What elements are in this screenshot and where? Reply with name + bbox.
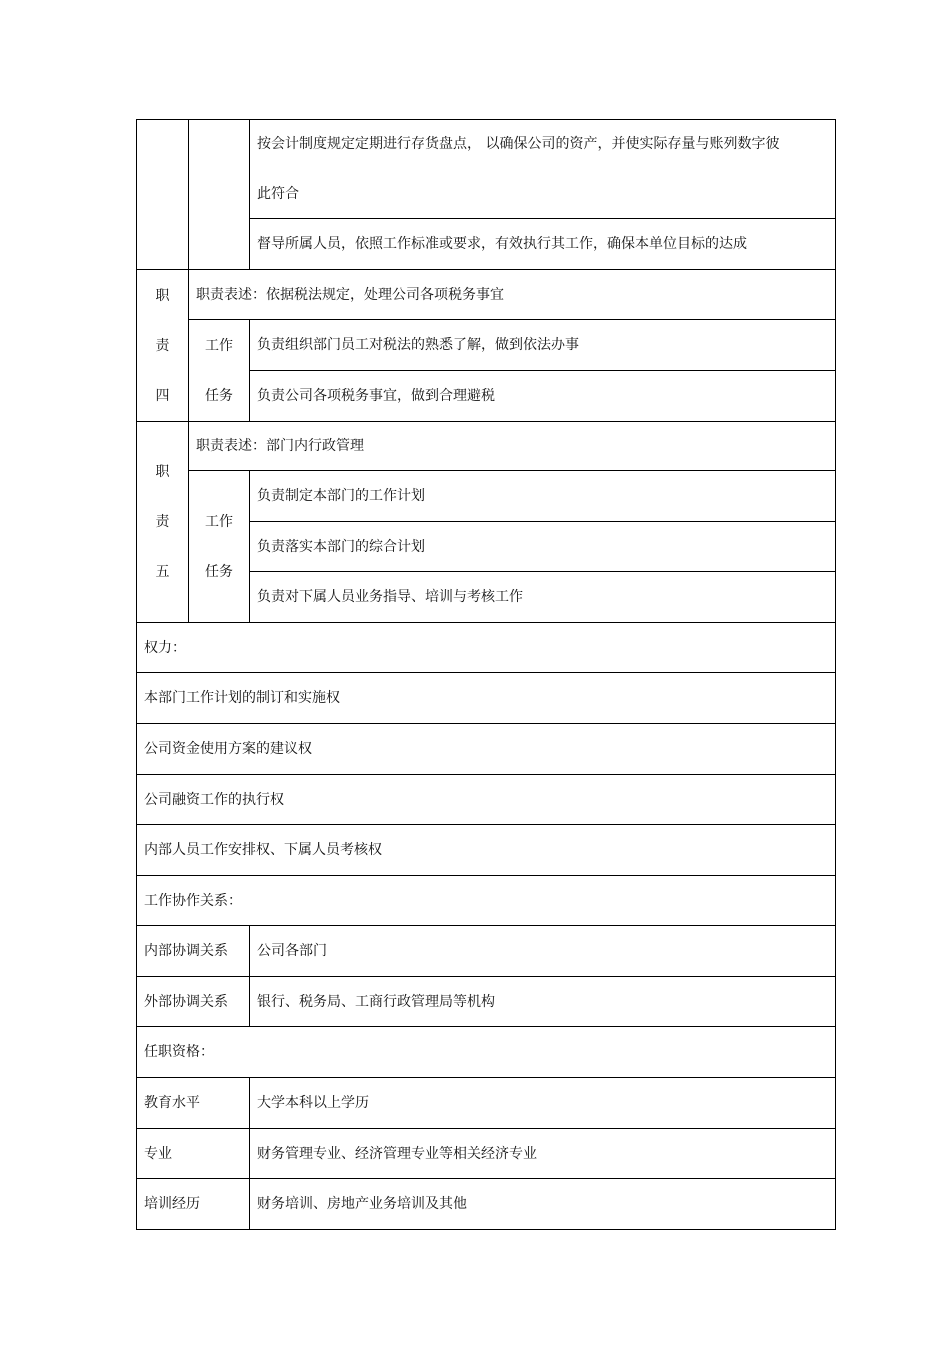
table-row [137, 926, 836, 977]
duty4-label: 职 责 四 [137, 270, 189, 422]
powers-heading: 权力： [137, 623, 836, 673]
task-cell: 负责制定本部门的工作计划 [250, 471, 836, 522]
table-row [137, 623, 836, 673]
qualification-value: 财务管理专业、经济管理专业等相关经济专业 [250, 1129, 836, 1179]
qualification-label: 教育水平 [137, 1078, 250, 1129]
qualifications-heading: 任职资格： [137, 1027, 836, 1078]
blank-cell [137, 120, 189, 270]
duty5-label: 职 责 五 [137, 422, 189, 623]
task-text-line-2: 此符合 [257, 186, 299, 202]
power-item: 本部门工作计划的制订和实施权 [137, 673, 836, 724]
table-row [137, 270, 836, 320]
table-row [137, 1078, 836, 1129]
duty4-description: 职责表述：依据税法规定，处理公司各项税务事宜 [189, 270, 836, 320]
duty5-task-label: 工作 任务 [189, 471, 250, 623]
table-row [137, 1129, 836, 1179]
power-item: 公司资金使用方案的建议权 [137, 724, 836, 775]
table-row [137, 1027, 836, 1078]
table-row [137, 422, 836, 471]
table-row [137, 724, 836, 775]
qualification-label: 培训经历 [137, 1179, 250, 1230]
table-row [137, 673, 836, 724]
table-row [137, 876, 836, 926]
table-row [137, 471, 836, 522]
relation-label: 外部协调关系 [137, 977, 250, 1027]
task-cell: 负责组织部门员工对税法的熟悉了解，做到依法办事 [250, 320, 836, 371]
qualification-label: 专业 [137, 1129, 250, 1179]
table-row [137, 320, 836, 371]
qualification-value: 大学本科以上学历 [250, 1078, 836, 1129]
relation-label: 内部协调关系 [137, 926, 250, 977]
job-description-table [136, 119, 836, 1230]
table-row [137, 825, 836, 876]
table-row [137, 120, 836, 219]
relation-value: 银行、税务局、工商行政管理局等机构 [250, 977, 836, 1027]
task-cell: 负责对下属人员业务指导、培训与考核工作 [250, 572, 836, 623]
blank-cell [189, 120, 250, 270]
task-cell: 负责公司各项税务事宜，做到合理避税 [250, 371, 836, 422]
duty4-task-label: 工作 任务 [189, 320, 250, 422]
relations-heading: 工作协作关系： [137, 876, 836, 926]
task-cell: 负责落实本部门的综合计划 [250, 522, 836, 572]
task-text-line-1: 按会计制度规定定期进行存货盘点， 以确保公司的资产，并使实际存量与账列数字彼 [257, 136, 780, 152]
task-cell [250, 120, 836, 219]
table-row [137, 977, 836, 1027]
table-row [137, 775, 836, 825]
power-item: 公司融资工作的执行权 [137, 775, 836, 825]
relation-value: 公司各部门 [250, 926, 836, 977]
qualification-value: 财务培训、房地产业务培训及其他 [250, 1179, 836, 1230]
task-cell: 督导所属人员，依照工作标准或要求，有效执行其工作，确保本单位目标的达成 [250, 219, 836, 270]
power-item: 内部人员工作安排权、下属人员考核权 [137, 825, 836, 876]
duty5-description: 职责表述：部门内行政管理 [189, 422, 836, 471]
table-row [137, 1179, 836, 1230]
